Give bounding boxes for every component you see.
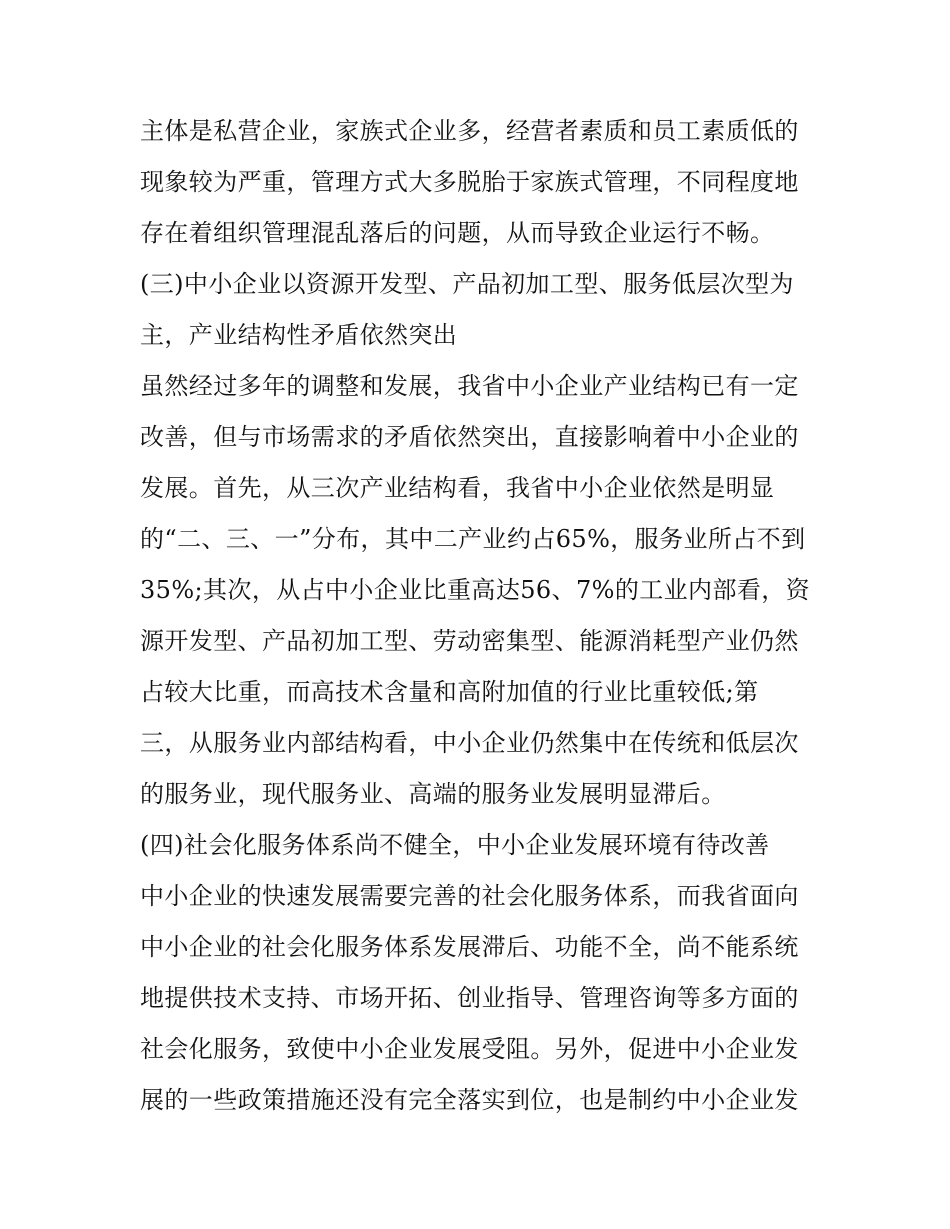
text-line: 改善，但与市场需求的矛盾依然突出，直接影响着中小企业的: [140, 423, 799, 451]
text-line: 源开发型、产品初加工型、劳动密集型、能源消耗型产业仍然: [140, 627, 799, 655]
section-heading-line: (四)社会化服务体系尚不健全，中小企业发展环境有待改善: [140, 831, 770, 859]
text-line: 中小企业的社会化服务体系发展滞后、功能不全，尚不能系统: [140, 933, 799, 961]
text-line: 的服务业，现代服务业、高端的服务业发展明显滞后。: [140, 780, 726, 808]
text-line: 存在着组织管理混乱落后的问题，从而导致企业运行不畅。: [140, 219, 775, 247]
text-line: 现象较为严重，管理方式大多脱胎于家族式管理，不同程度地: [140, 168, 799, 196]
text-line: 展的一些政策措施还没有完全落实到位，也是制约中小企业发: [140, 1086, 799, 1114]
text-line: 占较大比重，而高技术含量和高附加值的行业比重较低;第: [140, 678, 759, 706]
section-heading-line: (三)中小企业以资源开发型、产品初加工型、服务低层次型为: [140, 270, 794, 298]
text-line: 的“二、三、一”分布，其中二产业约占65%，服务业所占不到: [140, 525, 806, 553]
text-line: 发展。首先，从三次产业结构看，我省中小企业依然是明显: [140, 474, 775, 502]
text-line: 虽然经过多年的调整和发展，我省中小企业产业结构已有一定: [140, 372, 799, 400]
section-heading-line: 主，产业结构性矛盾依然突出: [140, 321, 458, 349]
text-line: 社会化服务，致使中小企业发展受阻。另外，促进中小企业发: [140, 1035, 799, 1063]
text-line: 主体是私营企业，家族式企业多，经营者素质和员工素质低的: [140, 117, 799, 145]
text-line: 35%;其次，从占中小企业比重高达56、7%的工业内部看，资: [140, 576, 811, 604]
body-text: [140, 106, 830, 1126]
text-line: 地提供技术支持、市场开拓、创业指导、管理咨询等多方面的: [140, 984, 799, 1012]
text-line: 三，从服务业内部结构看，中小企业仍然集中在传统和低层次: [140, 729, 799, 757]
text-line: 中小企业的快速发展需要完善的社会化服务体系，而我省面向: [140, 882, 799, 910]
